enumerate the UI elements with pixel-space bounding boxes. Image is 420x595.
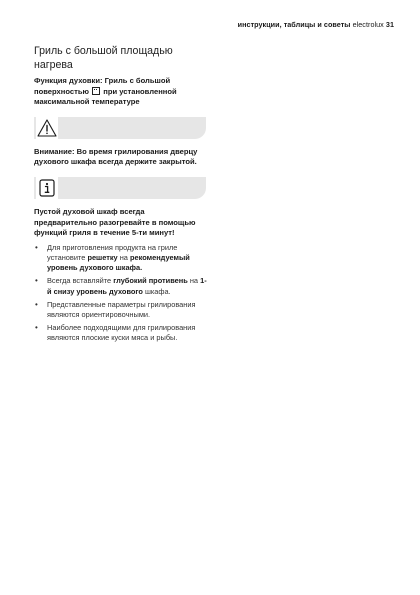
- info-band-fill: [34, 177, 206, 199]
- list-item: • Всегда вставляйте глубокий противень на 1-й снизу уровень духового шкафа.: [34, 276, 209, 296]
- warning-band-fill: [34, 117, 206, 139]
- list-item: • Представленные параметры грилирования являются ориентировочными.: [34, 300, 209, 320]
- header-brand: electrolux: [352, 20, 384, 29]
- page-header: [238, 20, 394, 29]
- tips-list: [34, 243, 209, 344]
- page-number: 31: [385, 20, 394, 29]
- oven-grill-icon: [92, 87, 100, 95]
- function-text-1: Функция духовки: Гриль с бо: [34, 76, 146, 85]
- warning-triangle-icon: [36, 117, 58, 139]
- info-text: Пустой духовой шкаф всегда предварительно разогревайте в помощью функций гриля в течение 5-ти минут!: [34, 206, 196, 238]
- section-title: Гриль с большой площадью нагрева: [34, 45, 173, 71]
- warning-text: Внимание: Во время грилирования дверцу духового шкафа всегда держите закрытой.: [34, 146, 198, 167]
- function-text-2: льшой поверхностью: [34, 76, 171, 96]
- function-paragraph: [34, 76, 209, 108]
- list-item: • Наиболее подходящими для грилирования являются плоские куски мяса и рыбы.: [34, 323, 209, 343]
- function-text-3: при установленной максимальной температуре: [34, 86, 177, 107]
- info-icon: [36, 177, 58, 199]
- content: [34, 76, 209, 347]
- header-section: инструкции, таблицы и советы: [237, 20, 351, 29]
- warning-band: [34, 117, 206, 139]
- list-item: • Для приготовления продукта на гриле установите решетку на рекомендуемый уровень духового шкафа.: [34, 243, 209, 274]
- info-band: [34, 177, 206, 199]
